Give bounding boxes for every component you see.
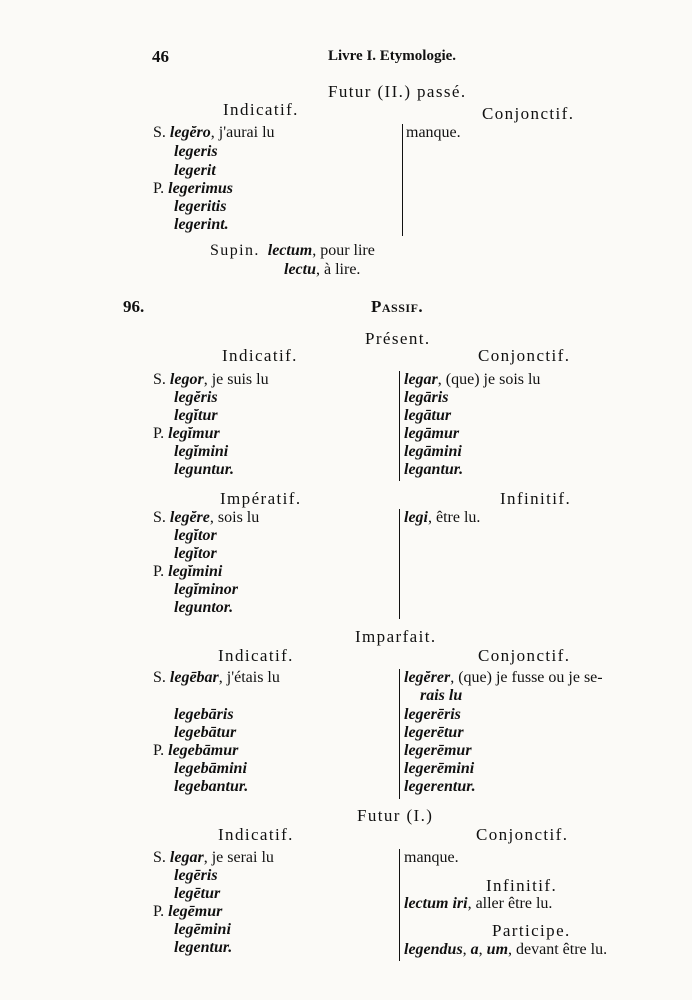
imperatif-row-1: S. legĕre, sois lu xyxy=(153,509,260,526)
present-ind-row-4: P. legĭmur xyxy=(153,425,220,442)
imperatif-row-4: P. legĭmini xyxy=(153,563,223,580)
imparfait-ind-row-3: legebātur xyxy=(174,724,237,741)
imparfait-conj-row-1-cont: rais lu xyxy=(420,687,463,704)
futur1-ind-row-5: legēmini xyxy=(174,921,231,938)
imperatif-column-divider xyxy=(399,509,400,619)
imparfait-conj-row-6: legerentur. xyxy=(404,778,476,795)
section-number: 96. xyxy=(123,297,145,316)
imparfait-conj-row-2: legerēris xyxy=(404,706,461,723)
present-ind-row-3: legĭtur xyxy=(174,407,218,424)
imparfait-conj-row-5: legerēmini xyxy=(404,760,475,777)
page-number: 46 xyxy=(152,47,169,66)
present-conj-row-2: legāris xyxy=(404,389,449,406)
imparfait-conjonctif-heading: Conjonctif. xyxy=(478,646,571,665)
futur1-indicatif-heading: Indicatif. xyxy=(218,825,294,844)
futur1-ind-row-3: legētur xyxy=(174,885,221,902)
futur1-ind-row-1: S. legar, je serai lu xyxy=(153,849,274,866)
futur1-participe-row: legendus, a, um, devant être lu. xyxy=(404,941,608,958)
futur1-title: Futur (I.) xyxy=(357,806,434,825)
futur1-ind-row-6: legentur. xyxy=(174,939,233,956)
futur1-conj-manque: manque. xyxy=(404,849,459,866)
futur1-column-divider xyxy=(399,849,400,961)
present-conj-row-4: legāmur xyxy=(404,425,460,442)
imparfait-ind-row-5: legebāmini xyxy=(174,760,247,777)
present-conjonctif-heading: Conjonctif. xyxy=(478,346,571,365)
present-ind-row-5: legĭmini xyxy=(174,443,229,460)
present-column-divider xyxy=(399,371,400,481)
present-conj-row-6: legantur. xyxy=(404,461,464,478)
present-conj-row-5: legāmini xyxy=(404,443,462,460)
present-ind-row-1: S. legor, je suis lu xyxy=(153,371,269,388)
futur1-infinitif-row: lectum iri, aller être lu. xyxy=(404,895,553,912)
futur2-title: Futur (II.) passé. xyxy=(328,82,467,101)
futur2-ind-row-2: legeris xyxy=(174,143,218,160)
imparfait-ind-row-1: S. legēbar, j'étais lu xyxy=(153,669,280,686)
imparfait-ind-row-2: legebāris xyxy=(174,706,234,723)
imparfait-ind-row-4: P. legebāmur xyxy=(153,742,239,759)
present-conj-row-1: legar, (que) je sois lu xyxy=(404,371,541,388)
imparfait-conj-row-4: legerēmur xyxy=(404,742,472,759)
present-title: Présent. xyxy=(365,329,431,348)
futur1-participe-heading: Participe. xyxy=(492,921,571,940)
imperatif-row-3: legĭtor xyxy=(174,545,217,562)
futur1-ind-row-4: P. legēmur xyxy=(153,903,223,920)
imperatif-infinitif-row: legi, être lu. xyxy=(404,509,481,526)
imparfait-title: Imparfait. xyxy=(355,627,437,646)
running-title: Livre I. Etymologie. xyxy=(328,48,457,64)
futur1-ind-row-2: legēris xyxy=(174,867,218,884)
futur1-infinitif-heading: Infinitif. xyxy=(486,876,558,895)
imparfait-column-divider xyxy=(399,669,400,799)
futur2-ind-row-5: legeritis xyxy=(174,198,227,215)
futur2-column-divider xyxy=(402,124,403,236)
futur2-ind-row-1: S. legĕro, j'aurai lu xyxy=(153,124,275,141)
section-title: Passif. xyxy=(371,297,424,316)
futur2-conjonctif-heading: Conjonctif. xyxy=(482,104,575,123)
supin-row-2: lectu, à lire. xyxy=(284,261,361,278)
imperatif-row-2: legĭtor xyxy=(174,527,217,544)
imparfait-ind-row-6: legebantur. xyxy=(174,778,249,795)
present-indicatif-heading: Indicatif. xyxy=(222,346,298,365)
imperatif-heading: Impératif. xyxy=(220,489,302,508)
futur2-ind-row-4: P. legerimus xyxy=(153,180,234,197)
imparfait-conj-row-3: legerētur xyxy=(404,724,464,741)
futur1-conjonctif-heading: Conjonctif. xyxy=(476,825,569,844)
futur2-ind-row-3: legerit xyxy=(174,162,216,179)
imperatif-row-6: leguntor. xyxy=(174,599,234,616)
imperatif-infinitif-heading: Infinitif. xyxy=(500,489,572,508)
imparfait-indicatif-heading: Indicatif. xyxy=(218,646,294,665)
present-conj-row-3: legātur xyxy=(404,407,452,424)
present-ind-row-6: leguntur. xyxy=(174,461,235,478)
imperatif-row-5: legĭminor xyxy=(174,581,239,598)
futur2-indicatif-heading: Indicatif. xyxy=(223,100,299,119)
present-ind-row-2: legĕris xyxy=(174,389,218,406)
futur2-conj-manque: manque. xyxy=(406,124,461,141)
futur2-ind-row-6: legerint. xyxy=(174,216,229,233)
supin-row-1: Supin. lectum, pour lire xyxy=(210,242,375,259)
imparfait-conj-row-1: legĕrer, (que) je fusse ou je se- xyxy=(404,669,603,686)
